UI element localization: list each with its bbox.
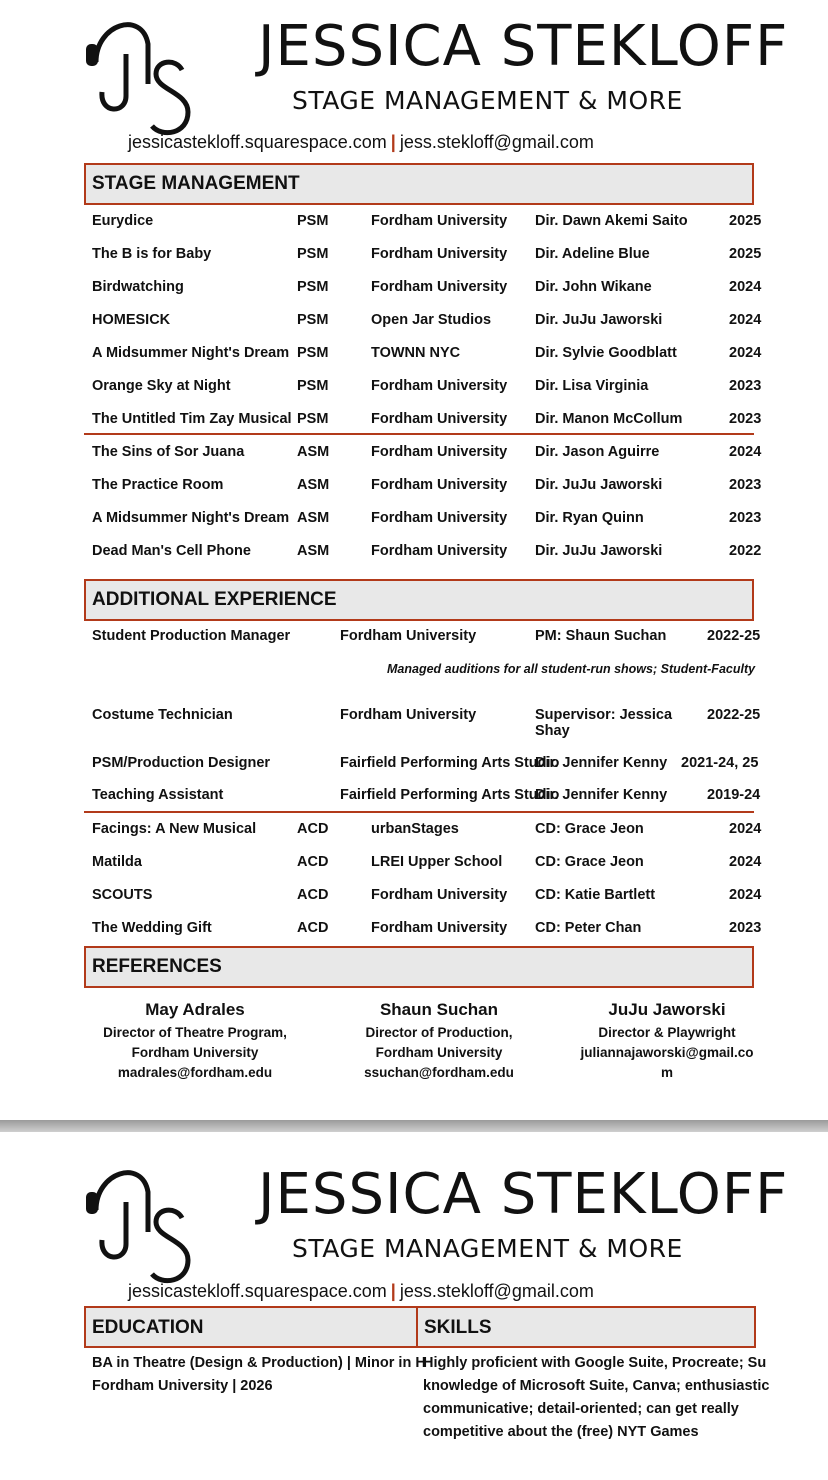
credit-director: Dir. Manon McCollum bbox=[535, 411, 683, 427]
section-title: EDUCATION bbox=[92, 1317, 204, 1338]
credit-year: 2023 bbox=[729, 477, 762, 493]
reference-name: JuJu Jaworski bbox=[608, 1000, 726, 1019]
credit-year: 2024 bbox=[729, 444, 762, 460]
education-heading bbox=[84, 1306, 418, 1348]
contact-line bbox=[128, 1281, 594, 1302]
credit-show: Birdwatching bbox=[92, 279, 184, 295]
job-org: Fordham University bbox=[340, 628, 477, 644]
credit-row bbox=[0, 213, 828, 235]
additional-experience-heading bbox=[84, 579, 754, 621]
credit-show: Matilda bbox=[92, 854, 142, 870]
reference-line: Fordham University bbox=[375, 1045, 503, 1060]
job-title: Costume Technician bbox=[92, 707, 233, 723]
credit-role: ASM bbox=[297, 543, 330, 559]
website-link[interactable]: jessicastekloff.squarespace.com bbox=[128, 132, 387, 152]
credit-role: ASM bbox=[297, 444, 330, 460]
job-row bbox=[0, 707, 828, 747]
credit-year: 2025 bbox=[729, 213, 762, 229]
credit-show: A Midsummer Night's Dream bbox=[92, 345, 290, 361]
reference-line: Fordham University bbox=[131, 1045, 259, 1060]
credit-director: CD: Grace Jeon bbox=[535, 821, 644, 837]
skills-line: communicative; detail-oriented; can get really bbox=[423, 1401, 739, 1417]
credit-role: PSM bbox=[297, 246, 329, 262]
reference-email: juliannajaworski@gmail.co bbox=[580, 1045, 754, 1060]
credit-role: ACD bbox=[297, 821, 329, 837]
credit-director: Dir. Lisa Virginia bbox=[535, 378, 649, 394]
reference-email: ssuchan@fordham.edu bbox=[364, 1065, 514, 1080]
reference-email: madrales@fordham.edu bbox=[117, 1065, 273, 1080]
website-link[interactable]: jessicastekloff.squarespace.com bbox=[128, 1281, 387, 1301]
credit-venue: Fordham University bbox=[371, 378, 508, 394]
credit-row bbox=[0, 477, 828, 499]
credit-venue: Fordham University bbox=[371, 213, 508, 229]
credit-row bbox=[0, 854, 828, 876]
name-first: JESSICA bbox=[258, 14, 482, 79]
skills-heading bbox=[416, 1306, 756, 1348]
credit-role: ACD bbox=[297, 887, 329, 903]
resume-name bbox=[258, 14, 788, 79]
section-title: SKILLS bbox=[424, 1317, 492, 1338]
credit-show: SCOUTS bbox=[92, 887, 153, 903]
section-title: ADDITIONAL EXPERIENCE bbox=[92, 589, 337, 610]
credit-role: PSM bbox=[297, 378, 329, 394]
credit-role: PSM bbox=[297, 345, 329, 361]
section-title: STAGE MANAGEMENT bbox=[92, 173, 300, 194]
email-link[interactable]: jess.stekloff@gmail.com bbox=[399, 132, 594, 152]
section-title: REFERENCES bbox=[92, 956, 222, 977]
credit-director: Dir. Adeline Blue bbox=[535, 246, 650, 262]
credit-row bbox=[0, 887, 828, 909]
credit-role: PSM bbox=[297, 411, 329, 427]
credit-venue: urbanStages bbox=[371, 821, 459, 837]
credit-venue: Fordham University bbox=[371, 444, 508, 460]
credit-year: 2024 bbox=[729, 854, 762, 870]
credit-row bbox=[0, 378, 828, 400]
credit-show: The Practice Room bbox=[92, 477, 224, 493]
credit-director: Dir. John Wikane bbox=[535, 279, 652, 295]
job-org: Fairfield Performing Arts Studio bbox=[340, 755, 560, 771]
credit-show: Eurydice bbox=[92, 213, 154, 229]
credit-director: Dir. Sylvie Goodblatt bbox=[535, 345, 677, 361]
credit-venue: Fordham University bbox=[371, 279, 508, 295]
credit-row bbox=[0, 312, 828, 334]
credit-venue: Fordham University bbox=[371, 920, 508, 936]
job-contact: Supervisor: Jessica Shay bbox=[535, 707, 673, 739]
credit-year: 2023 bbox=[729, 920, 762, 936]
job-years: 2019-24 bbox=[707, 787, 761, 803]
credit-director: Dir. JuJu Jaworski bbox=[535, 543, 663, 559]
credit-venue: Fordham University bbox=[371, 887, 508, 903]
reference-card bbox=[552, 1000, 782, 1083]
credit-director: Dir. Jason Aguirre bbox=[535, 444, 660, 460]
credit-row bbox=[0, 444, 828, 466]
section-divider bbox=[84, 433, 754, 435]
job-title: Teaching Assistant bbox=[92, 787, 224, 803]
email-link[interactable]: jess.stekloff@gmail.com bbox=[399, 1281, 594, 1301]
credit-year: 2025 bbox=[729, 246, 762, 262]
credit-year: 2024 bbox=[729, 821, 762, 837]
resume-tagline: STAGE MANAGEMENT & MORE bbox=[292, 86, 683, 115]
job-contact: Dir. Jennifer Kenny bbox=[535, 755, 668, 771]
credit-show: The B is for Baby bbox=[92, 246, 212, 262]
education-school: Fordham University | 2026 bbox=[92, 1378, 273, 1394]
contact-separator: | bbox=[390, 132, 396, 152]
job-contact: Dir. Jennifer Kenny bbox=[535, 787, 668, 803]
headphones-js-monogram-icon bbox=[82, 1162, 192, 1287]
credit-year: 2022 bbox=[729, 543, 762, 559]
credit-year: 2023 bbox=[729, 378, 762, 394]
credit-show: Orange Sky at Night bbox=[92, 378, 231, 394]
credit-venue: Fordham University bbox=[371, 510, 508, 526]
credit-show: The Wedding Gift bbox=[92, 920, 212, 936]
contact-line bbox=[128, 132, 594, 153]
education-text bbox=[92, 1352, 426, 1398]
reference-name: Shaun Suchan bbox=[379, 1000, 499, 1019]
resume-tagline: STAGE MANAGEMENT & MORE bbox=[292, 1234, 683, 1263]
credit-director: Dir. JuJu Jaworski bbox=[535, 312, 663, 328]
credit-year: 2024 bbox=[729, 279, 762, 295]
contact-separator: | bbox=[390, 1281, 396, 1301]
credit-show: The Untitled Tim Zay Musical bbox=[92, 411, 292, 427]
credit-director: CD: Katie Bartlett bbox=[535, 887, 656, 903]
resume-page-2 bbox=[0, 1132, 828, 1480]
credit-director: Dir. JuJu Jaworski bbox=[535, 477, 663, 493]
skills-line: Highly proficient with Google Suite, Procreate; Su bbox=[423, 1355, 767, 1371]
references-heading bbox=[84, 946, 754, 988]
job-contact: PM: Shaun Suchan bbox=[535, 628, 667, 644]
credit-venue: LREI Upper School bbox=[371, 854, 503, 870]
credit-row bbox=[0, 411, 828, 433]
credit-row bbox=[0, 345, 828, 367]
stage-management-heading bbox=[84, 163, 754, 205]
credit-role: ASM bbox=[297, 510, 330, 526]
credit-row bbox=[0, 279, 828, 301]
job-years: 2022-25 bbox=[707, 628, 761, 644]
job-org: Fordham University bbox=[340, 707, 477, 723]
credit-year: 2024 bbox=[729, 312, 762, 328]
reference-card bbox=[324, 1000, 554, 1083]
credit-year: 2023 bbox=[729, 411, 762, 427]
job-row bbox=[0, 755, 828, 777]
credit-venue: Fordham University bbox=[371, 477, 508, 493]
credit-role: ACD bbox=[297, 920, 329, 936]
name-last: STEKLOFF bbox=[500, 14, 789, 79]
credit-director: Dir. Dawn Akemi Saito bbox=[535, 213, 688, 229]
page-break bbox=[0, 1120, 828, 1132]
reference-line: Director of Production, bbox=[365, 1025, 513, 1040]
headphones-js-monogram-icon bbox=[82, 14, 192, 139]
job-row bbox=[0, 787, 828, 809]
credit-year: 2024 bbox=[729, 887, 762, 903]
credit-show: HOMESICK bbox=[92, 312, 171, 328]
credit-role: PSM bbox=[297, 312, 329, 328]
name-last: STEKLOFF bbox=[500, 1162, 789, 1227]
skills-line: competitive about the (free) NYT Games bbox=[423, 1424, 699, 1440]
credit-venue: Fordham University bbox=[371, 543, 508, 559]
reference-line: Director of Theatre Program, bbox=[103, 1025, 287, 1040]
credit-row bbox=[0, 246, 828, 268]
credit-show: Facings: A New Musical bbox=[92, 821, 257, 837]
credit-show: Dead Man's Cell Phone bbox=[92, 543, 251, 559]
job-title: PSM/Production Designer bbox=[92, 755, 271, 771]
credit-row bbox=[0, 543, 828, 565]
credit-director: CD: Grace Jeon bbox=[535, 854, 644, 870]
credit-role: ACD bbox=[297, 854, 329, 870]
credit-year: 2024 bbox=[729, 345, 762, 361]
skills-text bbox=[423, 1352, 770, 1444]
job-note: Managed auditions for all student-run shows; Student-Faculty bbox=[387, 662, 756, 676]
credit-director: Dir. Ryan Quinn bbox=[535, 510, 644, 526]
education-degree: BA in Theatre (Design & Production) | Minor in H bbox=[92, 1355, 426, 1371]
credit-venue: TOWNN NYC bbox=[371, 345, 461, 361]
reference-line: Director & Playwright bbox=[598, 1025, 736, 1040]
credit-venue: Open Jar Studios bbox=[371, 312, 492, 328]
reference-email: m bbox=[660, 1065, 673, 1080]
job-org: Fairfield Performing Arts Studio bbox=[340, 787, 560, 803]
job-title: Student Production Manager bbox=[92, 628, 291, 644]
credit-venue: Fordham University bbox=[371, 411, 508, 427]
credit-role: PSM bbox=[297, 279, 329, 295]
job-years: 2021-24, 25 bbox=[681, 755, 759, 771]
credit-venue: Fordham University bbox=[371, 246, 508, 262]
resume-name bbox=[258, 1162, 788, 1227]
credit-show: A Midsummer Night's Dream bbox=[92, 510, 290, 526]
credit-show: The Sins of Sor Juana bbox=[92, 444, 245, 460]
credit-row bbox=[0, 510, 828, 532]
name-first: JESSICA bbox=[258, 1162, 482, 1227]
skills-line: knowledge of Microsoft Suite, Canva; enthusiastic bbox=[423, 1378, 770, 1394]
reference-name: May Adrales bbox=[145, 1000, 245, 1019]
credit-year: 2023 bbox=[729, 510, 762, 526]
job-years: 2022-25 bbox=[707, 707, 761, 723]
credit-row bbox=[0, 821, 828, 843]
credit-role: PSM bbox=[297, 213, 329, 229]
credit-row bbox=[0, 920, 828, 942]
section-divider bbox=[84, 811, 754, 813]
reference-card bbox=[80, 1000, 310, 1083]
credit-role: ASM bbox=[297, 477, 330, 493]
job-row bbox=[0, 628, 828, 650]
credit-director: CD: Peter Chan bbox=[535, 920, 642, 936]
